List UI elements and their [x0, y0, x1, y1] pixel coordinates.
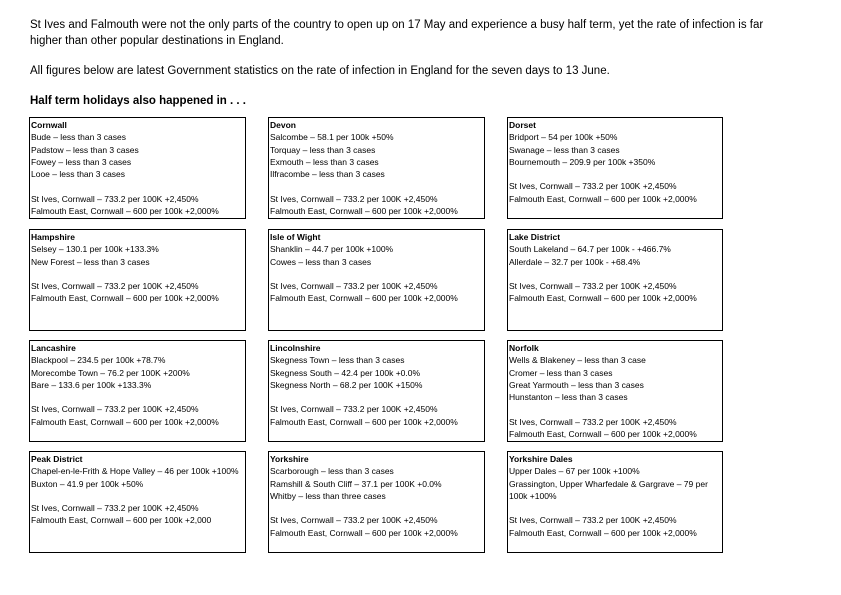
region-box-lancashire [29, 340, 246, 442]
region-title: Isle of Wight [270, 232, 321, 242]
region-title: Dorset [509, 120, 536, 130]
reference-st-ives: St Ives, Cornwall – 733.2 per 100K +2,450% [270, 193, 438, 204]
town-line: Skegness Town – less than 3 cases [270, 355, 405, 366]
region-box-peak-district [29, 451, 246, 553]
reference-st-ives: St Ives, Cornwall – 733.2 per 100K +2,450% [270, 515, 438, 526]
region-box-lake-district [507, 229, 723, 331]
spacer [31, 391, 244, 403]
town-line: Cromer – less than 3 cases [509, 367, 613, 378]
town-line: Whitby – less than three cases [270, 490, 386, 501]
spacer [509, 268, 721, 280]
reference-st-ives: St Ives, Cornwall – 733.2 per 100K +2,450% [509, 181, 677, 192]
town-line: Swanage – less than 3 cases [509, 144, 620, 155]
region-title: Lake District [509, 232, 561, 242]
town-line: Ilfracombe – less than 3 cases [270, 169, 385, 180]
region-box-isle-of-wight [268, 229, 485, 331]
reference-falmouth: Falmouth East, Cornwall – 600 per 100k +2,000% [270, 293, 458, 304]
town-line: Shanklin – 44.7 per 100k +100% [270, 244, 394, 255]
spacer [270, 502, 483, 514]
reference-st-ives: St Ives, Cornwall – 733.2 per 100K +2,450% [509, 416, 677, 427]
reference-falmouth: Falmouth East, Cornwall – 600 per 100k +2,000% [509, 293, 697, 304]
reference-falmouth: Falmouth East, Cornwall – 600 per 100k +2,000% [270, 416, 458, 427]
town-line: Looe – less than 3 cases [31, 169, 126, 180]
region-title: Yorkshire Dales [509, 454, 573, 464]
source-note: All figures below are latest Government statistics on the rate of infection in England for the seven days to 13 June. [30, 65, 610, 77]
region-grid [29, 117, 723, 553]
reference-st-ives: St Ives, Cornwall – 733.2 per 100K +2,450% [509, 515, 677, 526]
region-title: Yorkshire [270, 454, 309, 464]
region-title: Devon [270, 120, 296, 130]
reference-falmouth: Falmouth East, Cornwall – 600 per 100k +2,000% [270, 527, 458, 538]
town-line: Padstow – less than 3 cases [31, 144, 139, 155]
reference-st-ives: St Ives, Cornwall – 733.2 per 100K +2,450% [31, 503, 199, 514]
reference-st-ives: St Ives, Cornwall – 733.2 per 100K +2,450% [270, 404, 438, 415]
spacer [270, 391, 483, 403]
region-title: Norfolk [509, 343, 539, 353]
town-line: Bare – 133.6 per 100k +133.3% [31, 379, 152, 390]
spacer [31, 490, 244, 502]
town-line: Upper Dales – 67 per 100k +100% [509, 466, 640, 477]
town-line: Morecombe Town – 76.2 per 100K +200% [31, 367, 190, 378]
spacer [31, 268, 244, 280]
reference-falmouth: Falmouth East, Cornwall – 600 per 100k +2,000 [31, 515, 212, 526]
reference-st-ives: St Ives, Cornwall – 733.2 per 100K +2,450% [270, 281, 438, 292]
town-line: Blackpool – 234.5 per 100k +78.7% [31, 355, 166, 366]
town-line: Skegness South – 42.4 per 100k +0.0% [270, 367, 421, 378]
region-title: Peak District [31, 454, 83, 464]
town-line: Selsey – 130.1 per 100k +133.3% [31, 244, 159, 255]
region-title: Cornwall [31, 120, 67, 130]
town-line: Hunstanton – less than 3 cases [509, 392, 628, 403]
town-line: Bournemouth – 209.9 per 100k +350% [509, 156, 656, 167]
spacer [509, 403, 721, 415]
region-box-yorkshire [268, 451, 485, 553]
town-line: Buxton – 41.9 per 100k +50% [31, 478, 144, 489]
town-line: Bude – less than 3 cases [31, 132, 126, 143]
town-line: Grassington, Upper Wharfedale & Gargrave – 79 per 100k +100% [509, 478, 708, 501]
reference-falmouth: Falmouth East, Cornwall – 600 per 100k +2,000% [31, 416, 219, 427]
town-line: Ramshill & South Cliff – 37.1 per 100K +0.0% [270, 478, 442, 489]
region-title: Hampshire [31, 232, 75, 242]
town-line: Chapel-en-le-Frith & Hope Valley – 46 per 100k +100% [31, 466, 239, 477]
region-title: Lancashire [31, 343, 76, 353]
intro-paragraph: St Ives and Falmouth were not the only parts of the country to open up on 17 May and experience a busy half term, yet the rate of infection is far higher than other popular destinations in England. [30, 19, 764, 47]
town-line: Wells & Blakeney – less than 3 case [509, 355, 646, 366]
spacer [31, 180, 244, 192]
reference-falmouth: Falmouth East, Cornwall – 600 per 100k +2,000% [509, 527, 697, 538]
town-line: Allerdale – 32.7 per 100k - +68.4% [509, 256, 641, 267]
region-box-devon [268, 117, 485, 219]
town-line: Skegness North – 68.2 per 100K +150% [270, 379, 423, 390]
region-box-cornwall [29, 117, 246, 219]
town-line: Exmouth – less than 3 cases [270, 156, 379, 167]
reference-falmouth: Falmouth East, Cornwall – 600 per 100k +2,000% [270, 206, 458, 217]
region-box-norfolk [507, 340, 723, 442]
town-line: Fowey – less than 3 cases [31, 156, 132, 167]
town-line: New Forest – less than 3 cases [31, 256, 150, 267]
section-heading: Half term holidays also happened in . . . [30, 95, 246, 107]
region-box-lincolnshire [268, 340, 485, 442]
region-box-yorkshire-dales [507, 451, 723, 553]
reference-st-ives: St Ives, Cornwall – 733.2 per 100K +2,450% [31, 404, 199, 415]
reference-st-ives: St Ives, Cornwall – 733.2 per 100K +2,450% [31, 193, 199, 204]
spacer [270, 268, 483, 280]
region-box-hampshire [29, 229, 246, 331]
reference-st-ives: St Ives, Cornwall – 733.2 per 100K +2,450% [509, 281, 677, 292]
town-line: Salcombe – 58.1 per 100k +50% [270, 132, 394, 143]
reference-falmouth: Falmouth East, Cornwall – 600 per 100k +2,000% [31, 206, 219, 217]
region-title: Lincolnshire [270, 343, 321, 353]
town-line: Bridport – 54 per 100k +50% [509, 132, 618, 143]
town-line: Great Yarmouth – less than 3 cases [509, 379, 644, 390]
reference-falmouth: Falmouth East, Cornwall – 600 per 100k +2,000% [509, 193, 697, 204]
town-line: Torquay – less than 3 cases [270, 144, 376, 155]
town-line: South Lakeland – 64.7 per 100k - +466.7% [509, 244, 671, 255]
town-line: Cowes – less than 3 cases [270, 256, 372, 267]
town-line: Scarborough – less than 3 cases [270, 466, 394, 477]
reference-falmouth: Falmouth East, Cornwall – 600 per 100k +2,000% [509, 429, 697, 440]
spacer [509, 502, 721, 514]
spacer [509, 168, 721, 180]
region-box-dorset [507, 117, 723, 219]
reference-falmouth: Falmouth East, Cornwall – 600 per 100k +2,000% [31, 293, 219, 304]
reference-st-ives: St Ives, Cornwall – 733.2 per 100K +2,450% [31, 281, 199, 292]
spacer [270, 180, 483, 192]
